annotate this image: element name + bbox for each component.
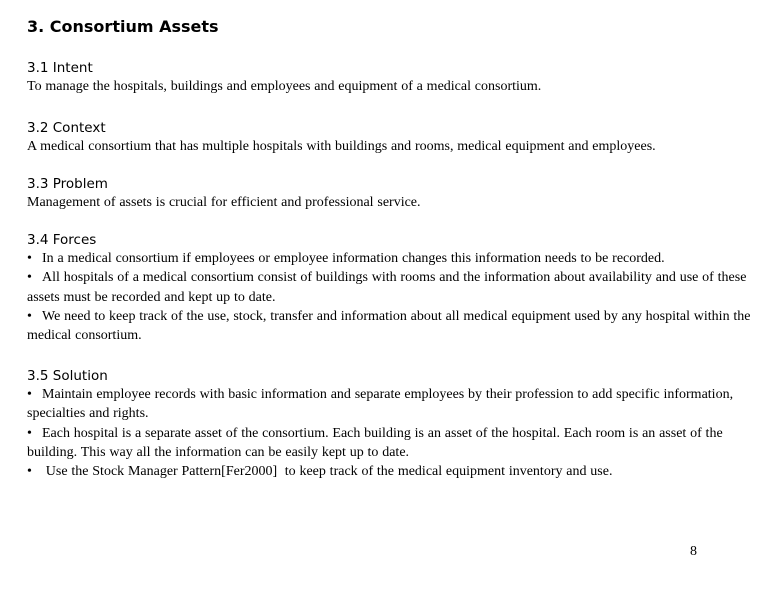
section-heading-forces: 3.4 Forces (27, 232, 97, 248)
section-forces (27, 231, 757, 345)
section-heading-context: 3.2 Context (27, 120, 106, 136)
bullet-text: Each hospital is a separate asset of the consortium. Each building is an asset of the hospital. Each room is an asset of the building. This way all the information can be easily kept up to date. (27, 425, 723, 460)
section-heading-intent: 3.1 Intent (27, 60, 93, 76)
section-text-problem: Management of assets is crucial for efficient and professional service. (27, 195, 421, 210)
section-text-context: A medical consortium that has multiple hospitals with buildings and rooms, medical equipment and employees. (27, 139, 656, 154)
bullet-icon: • (27, 464, 32, 480)
bullet-icon: • (27, 251, 32, 266)
section-heading-problem: 3.3 Problem (27, 176, 108, 192)
bullet-text: All hospitals of a medical consortium consist of buildings with rooms and the information about availability and use of these assets must be recorded and kept up to date. (27, 270, 747, 305)
bullet-text: In a medical consortium if employees or employee information changes this information needs to be recorded. (42, 251, 665, 266)
section-heading-solution: 3.5 Solution (27, 368, 108, 384)
bullet-icon: • (27, 308, 32, 324)
section-text-intent: To manage the hospitals, buildings and employees and equipment of a medical consortium. (27, 79, 542, 94)
page-title: 3. Consortium Assets (27, 17, 219, 36)
bullet-icon: • (27, 270, 32, 286)
solution-list (27, 385, 757, 481)
section-solution (27, 367, 757, 481)
bullet-text: We need to keep track of the use, stock, transfer and information about all medical equipment used by any hospital within the medical consortium. (27, 308, 751, 344)
bullet-icon: • (27, 425, 32, 441)
forces-list (27, 249, 757, 345)
bullet-text: Maintain employee records with basic information and separate employees by their profession to add specific information, specialties and rights. (27, 387, 734, 422)
list-item (27, 249, 757, 268)
list-item (27, 385, 757, 424)
page-number: 8 (690, 544, 697, 559)
list-item (27, 462, 757, 481)
section-intent (27, 59, 757, 96)
bullet-icon: • (27, 387, 32, 402)
list-item (27, 424, 757, 463)
section-problem (27, 175, 757, 212)
list-item (27, 307, 757, 346)
section-context (27, 119, 757, 156)
list-item (27, 268, 757, 307)
bullet-text: Use the Stock Manager Pattern[Fer2000] to keep track of the medical equipment inventory and use. (42, 464, 613, 480)
